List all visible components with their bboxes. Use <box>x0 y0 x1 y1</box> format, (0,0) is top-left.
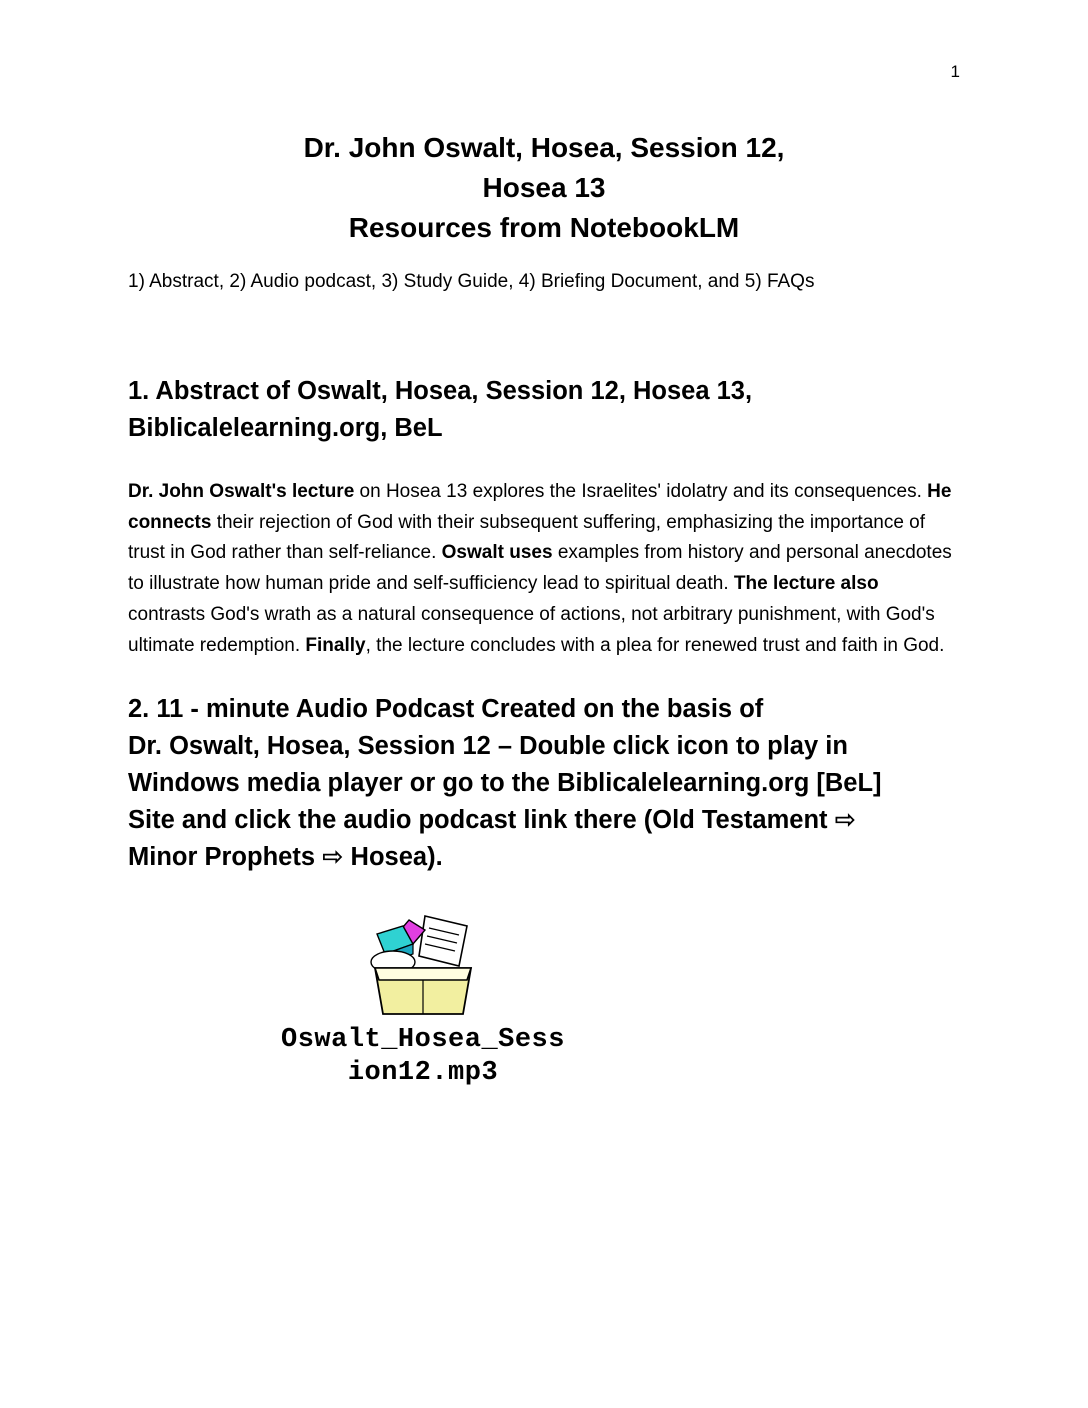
attachment-filename-line-2: ion12.mp3 <box>347 1058 499 1089</box>
title-line-1: Dr. John Oswalt, Hosea, Session 12, <box>303 132 785 163</box>
attachment-filename-line-1: Oswalt_Hosea_Sess <box>281 1025 565 1056</box>
attachment-filename <box>258 1024 588 1090</box>
section-1-heading <box>128 373 960 447</box>
audio-attachment[interactable] <box>258 910 588 1090</box>
abstract-bold-2: He connects <box>128 480 952 533</box>
abstract-text-5: , the lecture concludes with a plea for renewed trust and faith in God. <box>365 634 945 656</box>
mp3-package-icon[interactable] <box>363 910 483 1020</box>
section-2-heading-line-1: 2. 11 - minute Audio Podcast Created on the basis of <box>128 695 764 724</box>
abstract-bold-4: The lecture also <box>733 573 879 595</box>
section-2-heading-line-2: Dr. Oswalt, Hosea, Session 12 – Double click icon to play in <box>128 732 848 761</box>
resource-list-subtitle: 1) Abstract, 2) Audio podcast, 3) Study Guide, 4) Briefing Document, and 5) FAQs <box>128 271 815 293</box>
section-2-heading-line-5: Minor Prophets <box>128 843 323 872</box>
page-title <box>128 128 960 247</box>
title-line-2: Hosea 13 <box>482 171 606 203</box>
title-line-3: Resources from NotebookLM <box>348 211 740 243</box>
arrow-right-icon-2: ⇨ <box>322 842 344 873</box>
abstract-bold-3: Oswalt uses <box>441 542 553 564</box>
abstract-text-3: examples from history and personal anecdotes to illustrate how human pride and self-sufficiency lead to spiritual death. <box>128 542 952 595</box>
section-1-heading-line-1: 1. Abstract of Oswalt, Hosea, Session 12, Hosea 13, <box>128 376 753 405</box>
section-1-heading-line-2: Biblicalelearning.org, BeL <box>128 413 443 442</box>
abstract-text-2: their rejection of God with their subsequent suffering, emphasizing the importance of trust in God rather than self-reliance. <box>128 511 926 564</box>
abstract-text-4: contrasts God's wrath as a natural consequence of actions, not arbitrary punishment, with God's ultimate redemption. <box>128 603 935 656</box>
abstract-bold-5: Finally <box>305 634 366 656</box>
section-2-heading <box>128 691 960 876</box>
abstract-bold-1: Dr. John Oswalt's lecture <box>128 480 355 502</box>
section-1-abstract-paragraph <box>128 477 960 662</box>
section-2-heading-line-3: Windows media player or go to the Biblicalelearning.org [BeL] <box>128 769 882 798</box>
abstract-text-1: on Hosea 13 explores the Israelites' idolatry and its consequences. <box>354 480 928 502</box>
document-body <box>128 128 960 1090</box>
section-2-heading-line-4: Site and click the audio podcast link there (Old Testament <box>128 806 835 835</box>
arrow-right-icon: ⇨ <box>834 805 856 836</box>
page-number: 1 <box>950 62 960 81</box>
section-2-heading-line-6: Hosea). <box>343 843 443 872</box>
